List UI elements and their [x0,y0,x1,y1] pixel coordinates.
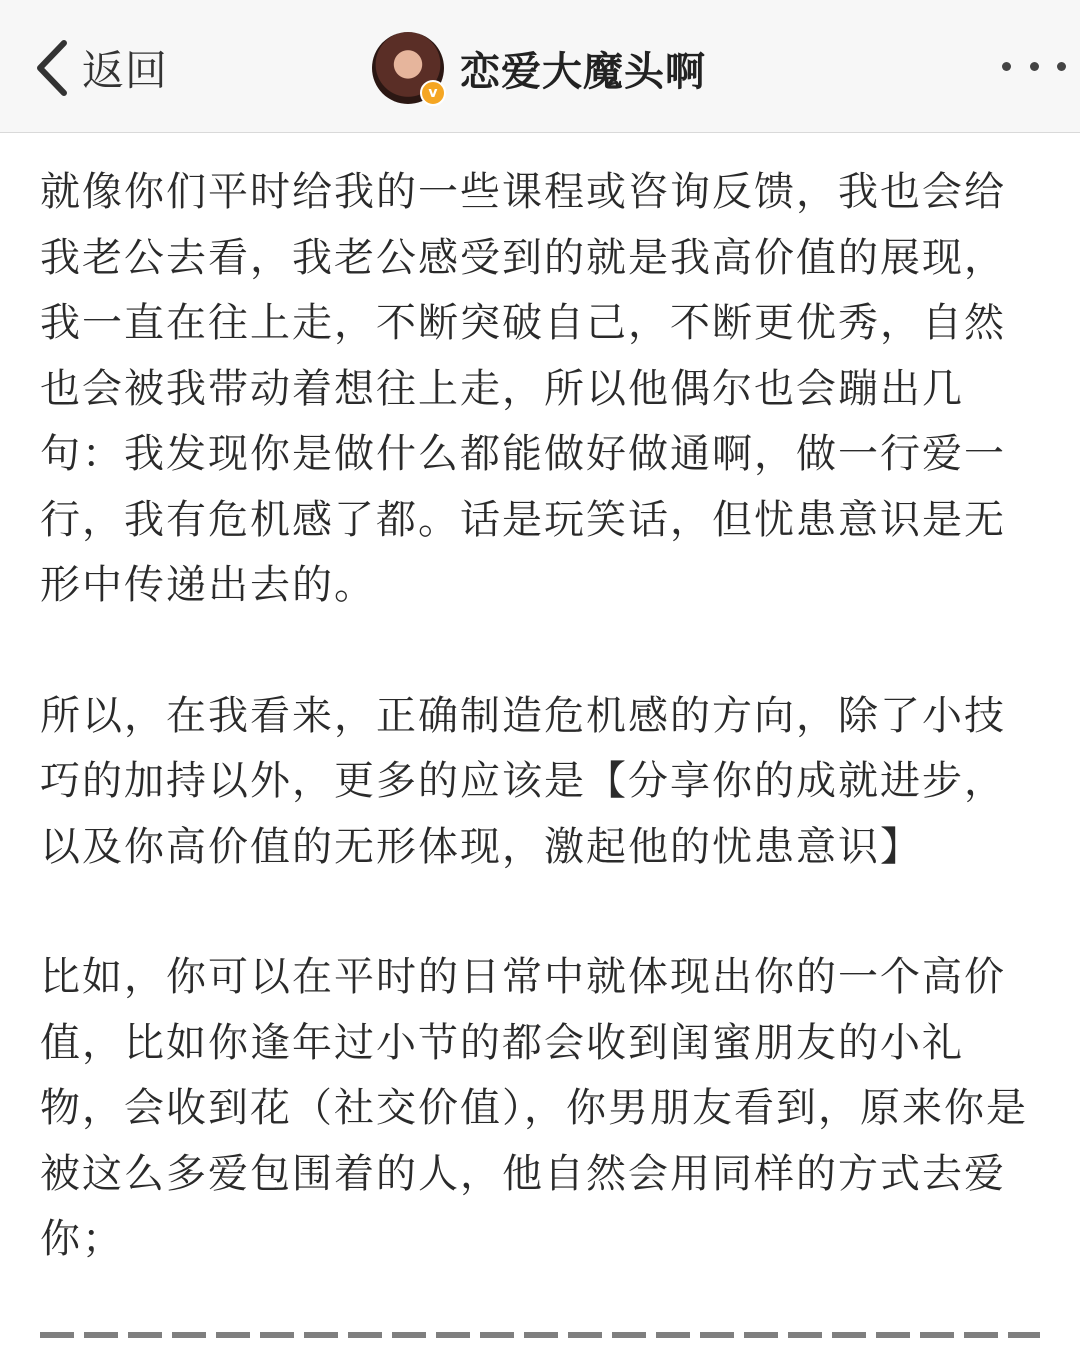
paragraph-gap [40,619,1040,684]
back-button[interactable] [34,38,168,98]
article-body [40,160,1040,1273]
more-dots-icon [1002,62,1011,71]
more-button[interactable] [1002,54,1066,78]
truncated-next-line [40,1330,1040,1347]
article-paragraph: 就像你们平时给我的一些课程或咨询反馈，我也会给我老公去看，我老公感受到的就是我高价值的展现，我一直在往上走，不断突破自己，不断更优秀，自然也会被我带动着想往上走，所以他偶尔也会蹦出几句：我发现你是做什么都能做好做通啊，做一行爱一行，我有危机感了都。话是玩笑话，但忧患意识是无形中传递出去的。 [40,169,1006,608]
article-paragraph: 所以，在我看来，正确制造危机感的方向，除了小技巧的加持以外，更多的应该是【分享你的成就进步，以及你高价值的无形体现，激起他的忧患意识】 [40,692,1006,870]
paragraph-gap [40,880,1040,945]
top-nav-bar [0,0,1080,133]
back-label: 返回 [82,46,169,95]
verified-badge-icon: v [420,80,446,106]
account-name[interactable]: 恋爱大魔头啊 [460,48,706,95]
cut-off-text [40,1332,1040,1338]
more-dots-icon [1030,62,1039,71]
chevron-left-icon [34,39,70,97]
avatar[interactable] [372,32,444,104]
article-paragraph: 比如，你可以在平时的日常中就体现出你的一个高价值，比如你逢年过小节的都会收到闺蜜朋友的小礼物，会收到花（社交价值），你男朋友看到，原来你是被这么多爱包围着的人，他自然会用同样的方式去爱你； [40,954,1028,1262]
more-dots-icon [1057,62,1066,71]
account-profile[interactable] [372,32,706,104]
